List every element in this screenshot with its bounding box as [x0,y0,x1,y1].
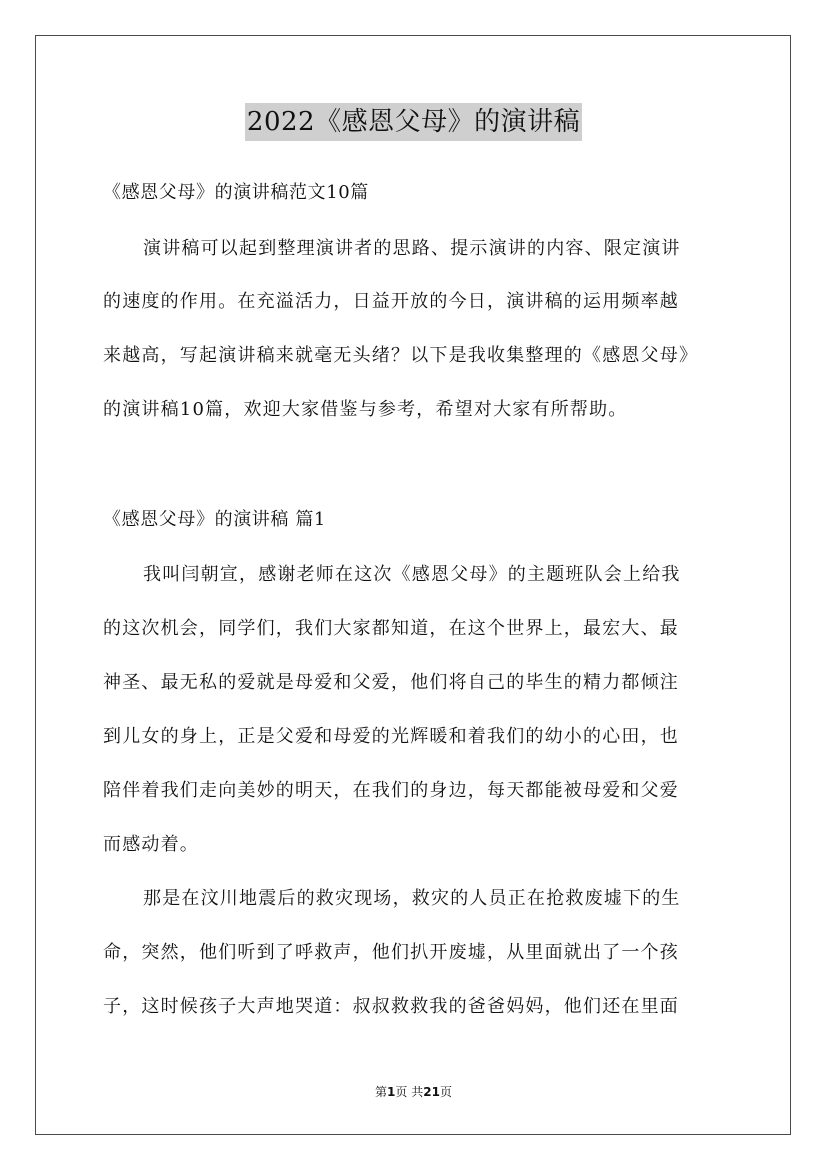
document-title: 2022《感恩父母》的演讲稿 [245,103,582,141]
footer-page-prefix: 第 [375,1085,388,1099]
para1-line-6: 而感动着。 [103,834,199,855]
footer-page-mid: 页 共 [395,1085,424,1099]
footer-page-suffix: 页 [439,1085,452,1099]
document-subtitle: 《感恩父母》的演讲稿范文10篇 [103,182,369,203]
intro-line-4: 的演讲稿10篇，欢迎大家借鉴与参考，希望对大家有所帮助。 [103,399,628,420]
title-container [0,103,827,141]
intro-line-2: 的速度的作用。在充溢活力，日益开放的今日，演讲稿的运用频率越 [103,291,679,312]
page-footer [0,1084,827,1100]
footer-total-pages: 21 [423,1085,440,1099]
para2-line-1: 那是在汶川地震后的救灾现场，救灾的人员正在抢救废墟下的生 [143,888,681,909]
section-heading: 《感恩父母》的演讲稿 篇1 [103,509,326,530]
intro-line-1: 演讲稿可以起到整理演讲者的思路、提示演讲的内容、限定演讲 [143,238,681,259]
para1-line-3: 神圣、最无私的爱就是母爱和父爱，他们将自己的毕生的精力都倾注 [103,672,679,693]
para2-line-2: 命，突然，他们听到了呼救声，他们扒开废墟，从里面就出了一个孩 [103,942,679,963]
para2-line-3: 子，这时候孩子大声地哭道：叔叔救救我的爸爸妈妈，他们还在里面 [103,996,679,1017]
para1-line-4: 到儿女的身上，正是父爱和母爱的光辉暖和着我们的幼小的心田，也 [103,726,679,747]
para1-line-2: 的这次机会，同学们，我们大家都知道，在这个世界上，最宏大、最 [103,618,679,639]
intro-line-3: 来越高，写起演讲稿来就毫无头绪？以下是我收集整理的《感恩父母》 [103,345,699,366]
footer-page-number: 1 [387,1085,396,1099]
para1-line-5: 陪伴着我们走向美妙的明天，在我们的身边，每天都能被母爱和父爱 [103,780,679,801]
para1-line-1: 我叫闫朝宣，感谢老师在这次《感恩父母》的主题班队会上给我 [143,564,681,585]
